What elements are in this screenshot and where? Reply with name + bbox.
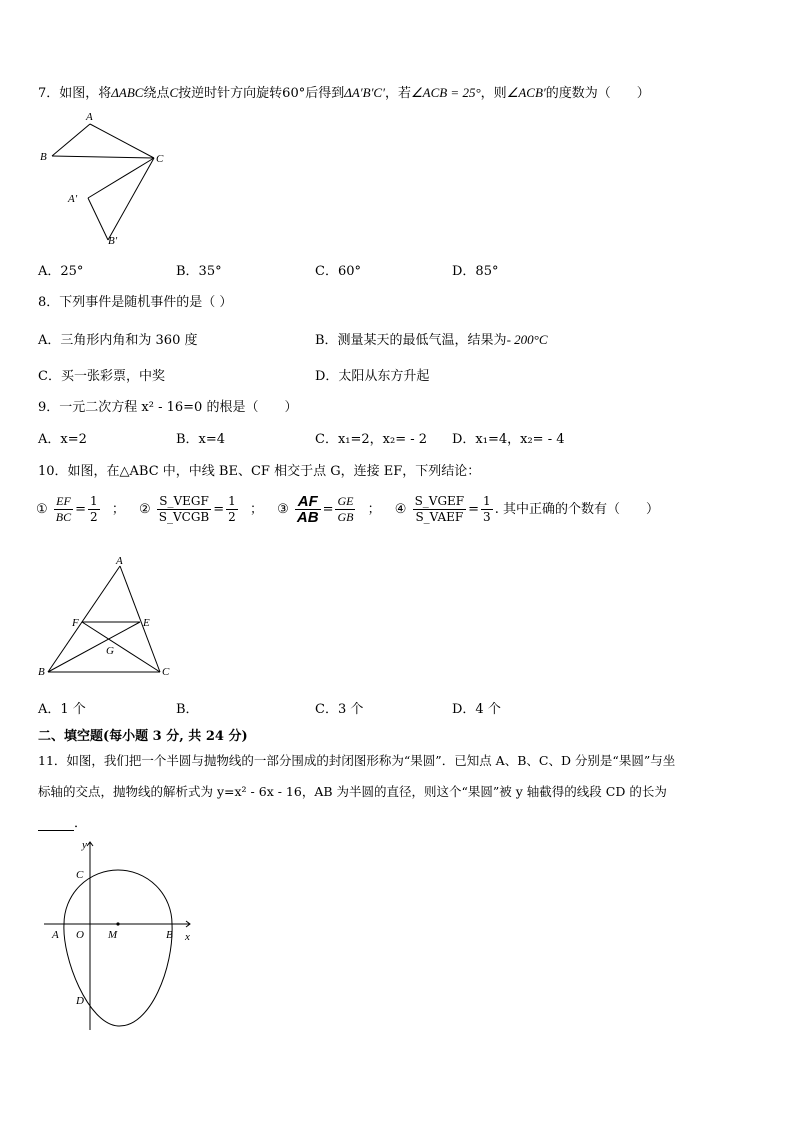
section-2-title: 二、填空题(每小题 3 分, 共 24 分) — [38, 729, 248, 744]
q10-label-a: A — [116, 555, 123, 567]
q10-c1-rden: 2 — [90, 510, 98, 524]
q11-end: ． — [74, 816, 88, 831]
q11-line-2: 标轴的交点，抛物线的解析式为 y=x² - 6x - 16，AB 为半圆的直径，则这个“果圆”被 y 轴截得的线段 CD 的长为 — [38, 784, 667, 799]
q7-option-d[interactable]: D．85° — [452, 264, 499, 279]
q10-c2-rden: 2 — [228, 510, 236, 524]
q10-c2-num: S_VEGF — [157, 494, 211, 510]
q9-option-d[interactable]: D．x₁=4，x₂= - 4 — [452, 432, 565, 447]
q7-option-b[interactable]: B．35° — [176, 264, 222, 279]
q7-label-b: B — [40, 151, 47, 163]
q8-option-d[interactable]: D．太阳从东方升起 — [315, 369, 430, 384]
q8-option-b[interactable] — [315, 329, 548, 348]
q10-conclusion-2-mark: ② — [138, 502, 151, 517]
q7-option-c[interactable]: C．60° — [315, 264, 361, 279]
q7-label-a-prime: A′ — [68, 193, 78, 205]
q7-stem-part: ，则 — [480, 86, 507, 101]
q10-c1-rhs — [88, 494, 100, 525]
q7-condition: ∠ACB = 25° — [410, 85, 481, 100]
q11-label-o: O — [76, 929, 84, 941]
q7-target-angle: ∠ACB′ — [506, 85, 546, 100]
q10-c4-eq: = — [468, 502, 480, 517]
q10-c1-den: BC — [55, 510, 72, 524]
q10-c3-den: AB — [296, 509, 319, 526]
q10-label-g: G — [106, 645, 114, 657]
q8-option-a[interactable]: A．三角形内角和为 360 度 — [38, 333, 198, 348]
q11-label-b: B — [166, 929, 173, 941]
q7-option-a[interactable]: A．25° — [38, 264, 84, 279]
q10-label-c: C — [162, 666, 170, 678]
q10-conclusion-3-mark: ③ — [277, 502, 289, 517]
q10-c3-rnum: GE — [337, 494, 354, 508]
q11-label-y: y — [82, 839, 87, 851]
q7-triangle-prime: ΔA′B′C′ — [344, 85, 385, 100]
q11-answer-blank[interactable] — [38, 815, 74, 831]
q7-label-c: C — [156, 153, 164, 165]
q10-c1-eq: = — [75, 502, 87, 517]
q10-c4-den: S_VAEF — [415, 510, 464, 524]
q7-stem-part: 绕点 — [143, 86, 170, 101]
q10-conclusions — [36, 494, 659, 525]
q9-option-b[interactable]: B．x=4 — [176, 432, 226, 447]
q7-stem — [38, 82, 650, 101]
q10-figure — [36, 556, 176, 686]
q8-option-b-text: B．测量某天的最低气温，结果为 — [315, 333, 507, 348]
q10-tail: . 其中正确的个数有（ ） — [494, 502, 659, 517]
q11-label-c: C — [76, 869, 84, 881]
q7-rotation-angle: 60° — [282, 86, 306, 101]
q11-figure — [40, 838, 200, 1038]
q10-option-b[interactable]: B． — [176, 702, 199, 717]
q10-sep-2: ； — [249, 502, 263, 517]
q11-answer-line — [38, 812, 87, 831]
q10-sep-3: ； — [367, 502, 381, 517]
q10-label-e: E — [143, 617, 150, 629]
q10-c2-den: S_VCGB — [158, 510, 210, 524]
q7-stem-part: 后得到 — [305, 86, 345, 101]
q10-c4-fraction — [413, 494, 467, 525]
q8-option-b-value: - 200°C — [506, 332, 548, 347]
q10-sep-1: ； — [111, 502, 125, 517]
q10-option-a[interactable]: A．1 个 — [38, 702, 86, 717]
q10-c3-eq: = — [322, 502, 334, 517]
q7-label-b-prime: B′ — [108, 235, 118, 247]
q11-line-1: 11．如图，我们把一个半圆与抛物线的一部分围成的封闭图形称为“果圆”．已知点 A、B、C、D 分别是“果圆”与坐 — [38, 753, 676, 768]
q10-c2-rnum: 1 — [228, 494, 236, 508]
q7-stem-part: 按逆时针方向旋转 — [178, 86, 283, 101]
q9-stem: 9．一元二次方程 x² - 16=0 的根是（ ） — [38, 400, 298, 415]
q8-stem: 8．下列事件是随机事件的是（ ） — [38, 295, 233, 310]
q11-label-d: D — [76, 995, 84, 1007]
q7-figure — [36, 110, 176, 250]
q8-option-c[interactable]: C．买一张彩票，中奖 — [38, 369, 165, 384]
q10-conclusion-4-mark: ④ — [394, 502, 407, 517]
q7-stem-part: 的度数为（ ） — [545, 86, 650, 101]
q10-label-b: B — [38, 666, 45, 678]
q10-c2-eq: = — [213, 502, 225, 517]
q9-option-c[interactable]: C．x₁=2，x₂= - 2 — [315, 432, 428, 447]
q9-option-a[interactable]: A．x=2 — [38, 432, 87, 447]
q11-label-x: x — [185, 931, 190, 943]
q10-c3-num: AF — [295, 494, 321, 510]
q10-c1-rnum: 1 — [90, 494, 98, 508]
q10-conclusion-1-mark: ① — [36, 502, 48, 517]
q7-stem-part: ，若 — [384, 86, 411, 101]
q10-c1-fraction — [54, 494, 73, 525]
q7-triangle-abc: ΔABC — [111, 85, 144, 100]
q10-c4-num: S_VGEF — [414, 494, 465, 508]
q10-stem: 10．如图，在△ABC 中，中线 BE、CF 相交于点 G，连接 EF，下列结论： — [38, 464, 481, 479]
q10-c4-rnum: 1 — [483, 494, 491, 508]
q10-c3-rden: GB — [337, 510, 354, 524]
q10-option-d[interactable]: D．4 个 — [452, 702, 501, 717]
q10-c2-rhs — [226, 494, 238, 525]
q10-c1-num: EF — [54, 494, 73, 510]
q10-label-f: F — [72, 617, 79, 629]
q10-c3-fraction — [295, 494, 321, 525]
q7-label-a: A — [86, 111, 93, 123]
q7-stem-part: 7．如图，将 — [38, 86, 112, 101]
q10-c4-rden: 3 — [483, 510, 491, 524]
q11-label-m: M — [108, 929, 118, 941]
q7-point-c: C — [169, 85, 179, 100]
q11-label-a: A — [52, 929, 59, 941]
q10-option-c[interactable]: C．3 个 — [315, 702, 364, 717]
q10-c3-rhs — [335, 494, 355, 525]
q10-c4-rhs — [481, 494, 493, 525]
q10-c2-fraction — [157, 494, 211, 525]
